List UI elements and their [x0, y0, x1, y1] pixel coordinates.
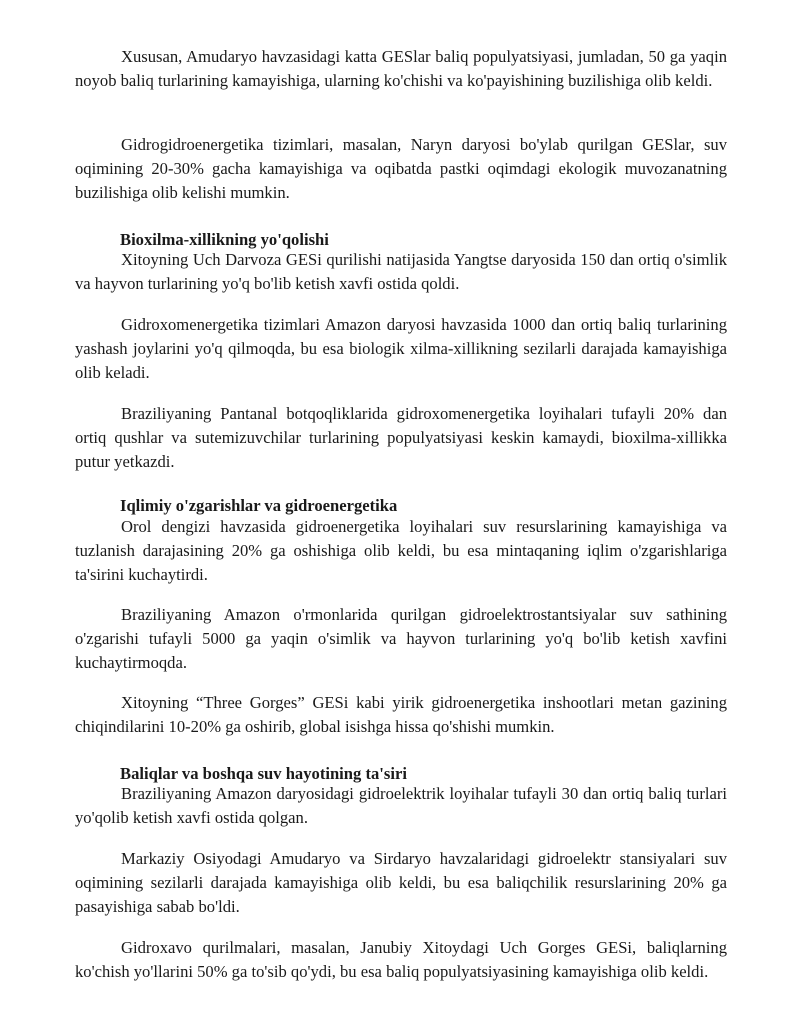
paragraph-amazon-fish-species [75, 782, 727, 830]
paragraph-text: Orol dengizi havzasida gidroenergetika loyihalari suv resurslarining kamayishiga va tuzlanish darajasining 20% ga oshishiga olib keldi, bu esa mintaqaning iqlim o'zgarishlariga ta'sirini kuchaytirdi. [75, 517, 727, 584]
paragraph-text: Braziliyaning Pantanal botqoqliklarida gidroxomenergetika loyihalari tufayli 20% dan ortiq qushlar va sutemizuvchilar turlarining populyatsiyasi keskin kamaydi, bioxilma-xillikka putur yetkazdi. [75, 404, 727, 471]
paragraph-text: Gidroxavo qurilmalari, masalan, Janubiy Xitoydagi Uch Gorges GESi, baliqlarning ko'chish yo'llarini 50% ga to'sib qo'ydi, bu esa baliq populyatsiyasining kamayishiga olib keldi. [75, 938, 727, 981]
paragraph-naryn-river [75, 133, 727, 205]
paragraph-amazon-forests [75, 603, 727, 675]
paragraph-text: Xitoyning Uch Darvoza GESi qurilishi natijasida Yangtse daryosida 150 dan ortiq o'simlik va hayvon turlarining yo'q bo'lib ketish xavfi ostida qoldi. [75, 250, 727, 293]
paragraph-text: Braziliyaning Amazon daryosidagi gidroelektrik loyihalar tufayli 30 dan ortiq baliq turlari yo'qolib ketish xavfi ostida qolgan. [75, 784, 727, 827]
paragraph-text: Braziliyaning Amazon o'rmonlarida qurilgan gidroelektrostantsiyalar suv sathining o'zgarishi tufayli 5000 ga yaqin o'simlik va hayvon turlarining yo'q bo'lib ketish xavfini kuchaytirmoqda. [75, 605, 727, 672]
paragraph-amudaryo-fish [75, 45, 727, 93]
paragraph-aral-sea [75, 515, 727, 587]
paragraph-text: Gidrogidroenergetika tizimlari, masalan, Naryn daryosi bo'ylab qurilgan GESlar, suv oqimining 20-30% gacha kamayishiga va oqibatda pastki oqimdagi ekologik muvozanatning buzilishiga olib kelishi mumkin. [75, 135, 727, 202]
paragraph-text: Xitoyning “Three Gorges” GESi kabi yirik gidroenergetika inshootlari metan gazining chiqindilarini 10-20% ga oshirib, global isishga hissa qo'shishi mumkin. [75, 693, 727, 736]
heading-biodiversity-loss: Bioxilma-xillikning yo'qolishi [120, 230, 329, 249]
heading-fish-aquatic-life: Baliqlar va boshqa suv hayotining ta'siri [120, 764, 407, 783]
paragraph-pantanal [75, 402, 727, 474]
paragraph-text: Xususan, Amudaryo havzasidagi katta GESlar baliq populyatsiyasi, jumladan, 50 ga yaqin noyob baliq turlarining kamayishiga, ularning ko'chishi va ko'payishining buzilishiga olib keldi. [75, 47, 727, 90]
paragraph-text: Gidroxomenergetika tizimlari Amazon daryosi havzasida 1000 dan ortiq baliq turlarining yashash joylarini yo'q qilmoqda, bu esa biologik xilma-xillikning sezilarli darajada kamayishiga olib keladi. [75, 315, 727, 382]
heading-climate-change: Iqlimiy o'zgarishlar va gidroenergetika [120, 496, 398, 515]
paragraph-uch-gorges-migration [75, 936, 727, 984]
paragraph-central-asia [75, 847, 727, 919]
paragraph-three-gorges-yangtze [75, 248, 727, 296]
paragraph-text: Markaziy Osiyodagi Amudaryo va Sirdaryo havzalaridagi gidroelektr stansiyalari suv oqimining sezilarli darajada kamayishiga olib keldi, bu esa baliqchilik resurslarining 20% ga pasayishiga sabab bo'ldi. [75, 849, 727, 916]
paragraph-amazon-fish-habitats [75, 313, 727, 385]
paragraph-three-gorges-methane [75, 691, 727, 739]
